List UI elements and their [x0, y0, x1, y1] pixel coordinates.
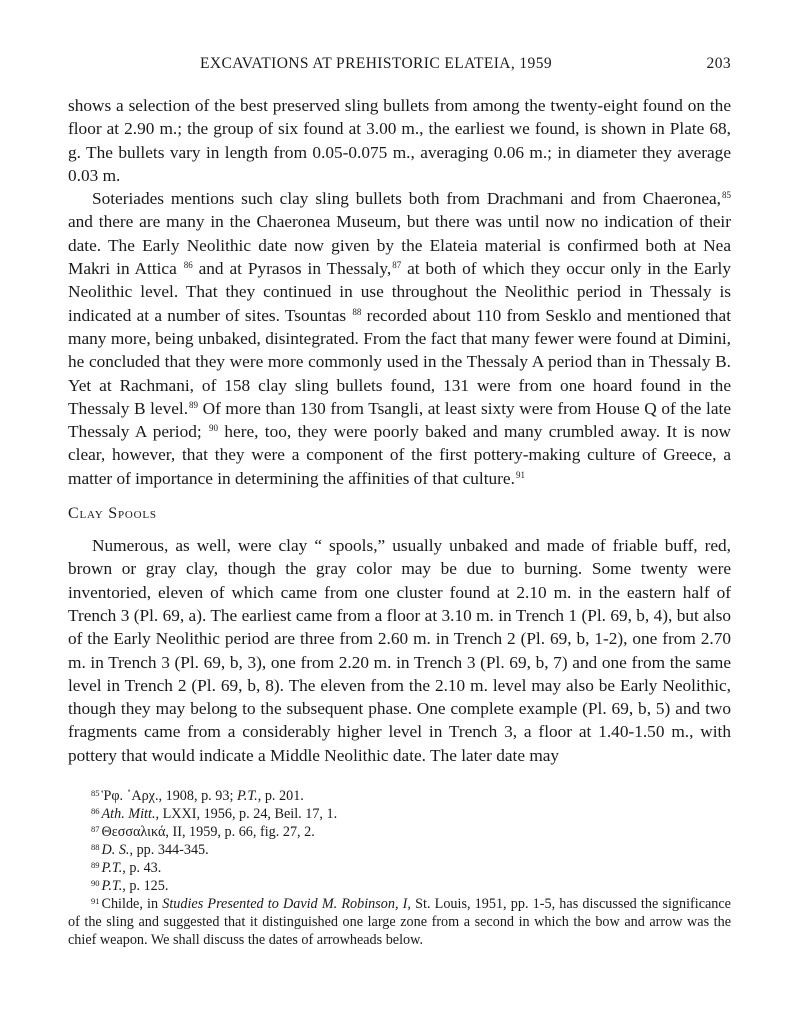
- footnote-italic: P.T.: [101, 860, 123, 877]
- footnote-ref-88: 88: [352, 306, 362, 317]
- running-title: EXCAVATIONS AT PREHISTORIC ELATEIA, 1959: [200, 55, 553, 72]
- footnote-ref-91: 91: [515, 469, 525, 480]
- footnote-text: , p. 201.: [257, 788, 304, 805]
- footnote-ref-89: 89: [189, 399, 199, 410]
- footnote-text: Θεσσαλικά: [101, 824, 166, 841]
- footnote-number: 89: [91, 860, 100, 871]
- footnote-number: 90: [91, 878, 100, 889]
- footnote-91: [68, 895, 731, 949]
- footnote-text: , II, 1959, p. 66, fig. 27, 2.: [165, 824, 315, 841]
- footnote-italic: Studies Presented to David M. Robinson, I,: [162, 896, 411, 913]
- paragraph-clay-spools: Numerous, as well, were clay “ spools,” usually unbaked and made of friable buff, red, brown or gray clay, though the gray color may be due to burning. Some twenty were inventoried, eleven of which came from one cluster found at 2.10 m. in the eastern half of Trench 3 (Pl. 69, a). The earliest came from a floor at 3.10 m. in Trench 1 (Pl. 69, b, 4), but also of the Early Neolithic period are three from 2.60 m. in Trench 2 (Pl. 69, b, 1-2), one from 2.70 m. in Trench 3 (Pl. 69, b, 3), one from 2.20 m. in Trench 3 (Pl. 69, b, 7) and one from the same level in Trench 2 (Pl. 69, b, 8). The eleven from the 2.10 m. level may also be Early Neolithic, though they may belong to the subsequent phase. One complete example (Pl. 69, b, 5) and two fragments came from a considerably higher level in Trench 3, a floor at 1.40-1.50 m., with pottery that would indicate a Middle Neolithic date. The later date may: [68, 536, 731, 765]
- footnote-text: , LXXI, 1956, p. 24, Beil. 17, 1.: [155, 806, 338, 823]
- footnote-ref-87: 87: [392, 260, 402, 271]
- footnotes: [68, 787, 731, 949]
- footnote-text: , p. 43.: [122, 860, 162, 877]
- text-run: and there are many in the Chaeronea Museum, but there was until now no indication of their date. The Early Neolithic date now given by the Elateia material is confirmed both at Nea Makri in Attica: [68, 212, 731, 279]
- footnote-89: [68, 859, 731, 877]
- paragraph-soteriades: [68, 187, 731, 490]
- footnote-text: St. Louis, 1951, pp. 1-5, has discussed the significance of the sling and suggested that it distinguished one large zone from a second in which the bow and arrow was the chief weapon. We shall discuss the dates of arrowheads below.: [68, 896, 731, 949]
- section-heading-clay-spools: Clay Spools: [68, 505, 157, 523]
- footnote-text: , pp. 344-345.: [129, 842, 209, 859]
- footnote-number: 91: [91, 896, 100, 907]
- footnote-87: [68, 823, 731, 841]
- footnote-85: [68, 787, 731, 805]
- footnote-88: [68, 841, 731, 859]
- text-run: recorded about 110 from Sesklo and mentioned that many more, being unbaked, disintegrated. From the fact that many fewer were found at Dimini, he concluded that they were more commonly used in the Thessaly A period than in Thessaly B. Yet at Rachmani, of 158 clay sling bullets found, 131 were from one hoard found in the Thessaly B level.: [68, 305, 732, 418]
- footnote-italic: D. S.: [101, 842, 130, 859]
- text-run: here, too, they were poorly baked and many crumbled away. It is now clear, however, that they were a component of the first pottery-making culture of Greece, a matter of importance in determining the affinities of that culture.: [68, 422, 731, 488]
- text-run: at both of which they occur only in the Early Neolithic level. That they continued in use throughout the Neolithic period in Thessaly is indicated at a number of sites. Tsountas: [68, 259, 731, 325]
- footnote-text: Ῥφ. ᾽Αρχ., 1908, p. 93;: [101, 788, 237, 805]
- footnote-number: 87: [91, 824, 100, 835]
- text-run: and at Pyrasos in Thessaly,: [192, 259, 392, 279]
- footnote-number: 86: [91, 806, 100, 817]
- footnote-text: , p. 125.: [122, 878, 169, 895]
- footnote-number: 88: [91, 842, 100, 853]
- footnote-italic: Ath. Mitt.: [101, 806, 156, 823]
- paragraph-sling-bullets-cont: shows a selection of the best preserved sling bullets from among the twenty-eight found on the floor at 2.90 m.; the group of six found at 3.00 m., the earliest we found, is shown in Plate 68, g. The bullets vary in length from 0.05-0.075 m., averaging 0.06 m.; in diameter they average 0.03 m.: [68, 96, 731, 185]
- footnote-ref-86: 86: [183, 260, 193, 271]
- footnote-italic: P.T.: [101, 878, 123, 895]
- text-run: Of more than 130 from Tsangli, at least sixty were from House Q of the late Thessaly A period;: [68, 398, 731, 442]
- footnote-italic: P.T.: [236, 788, 258, 805]
- page-number: 203: [706, 55, 731, 72]
- footnote-ref-90: 90: [209, 423, 219, 434]
- footnote-text: Childe, in: [101, 896, 163, 913]
- footnote-ref-85: 85: [722, 190, 731, 201]
- footnote-number: 85: [91, 788, 100, 799]
- footnote-90: [68, 877, 731, 895]
- footnote-86: [68, 805, 731, 823]
- body-text: [68, 94, 731, 767]
- document-page: [68, 52, 731, 949]
- text-run: Soteriades mentions such clay sling bullets both from Drachmani and from Chaeronea,: [92, 189, 721, 209]
- running-header: [68, 52, 731, 76]
